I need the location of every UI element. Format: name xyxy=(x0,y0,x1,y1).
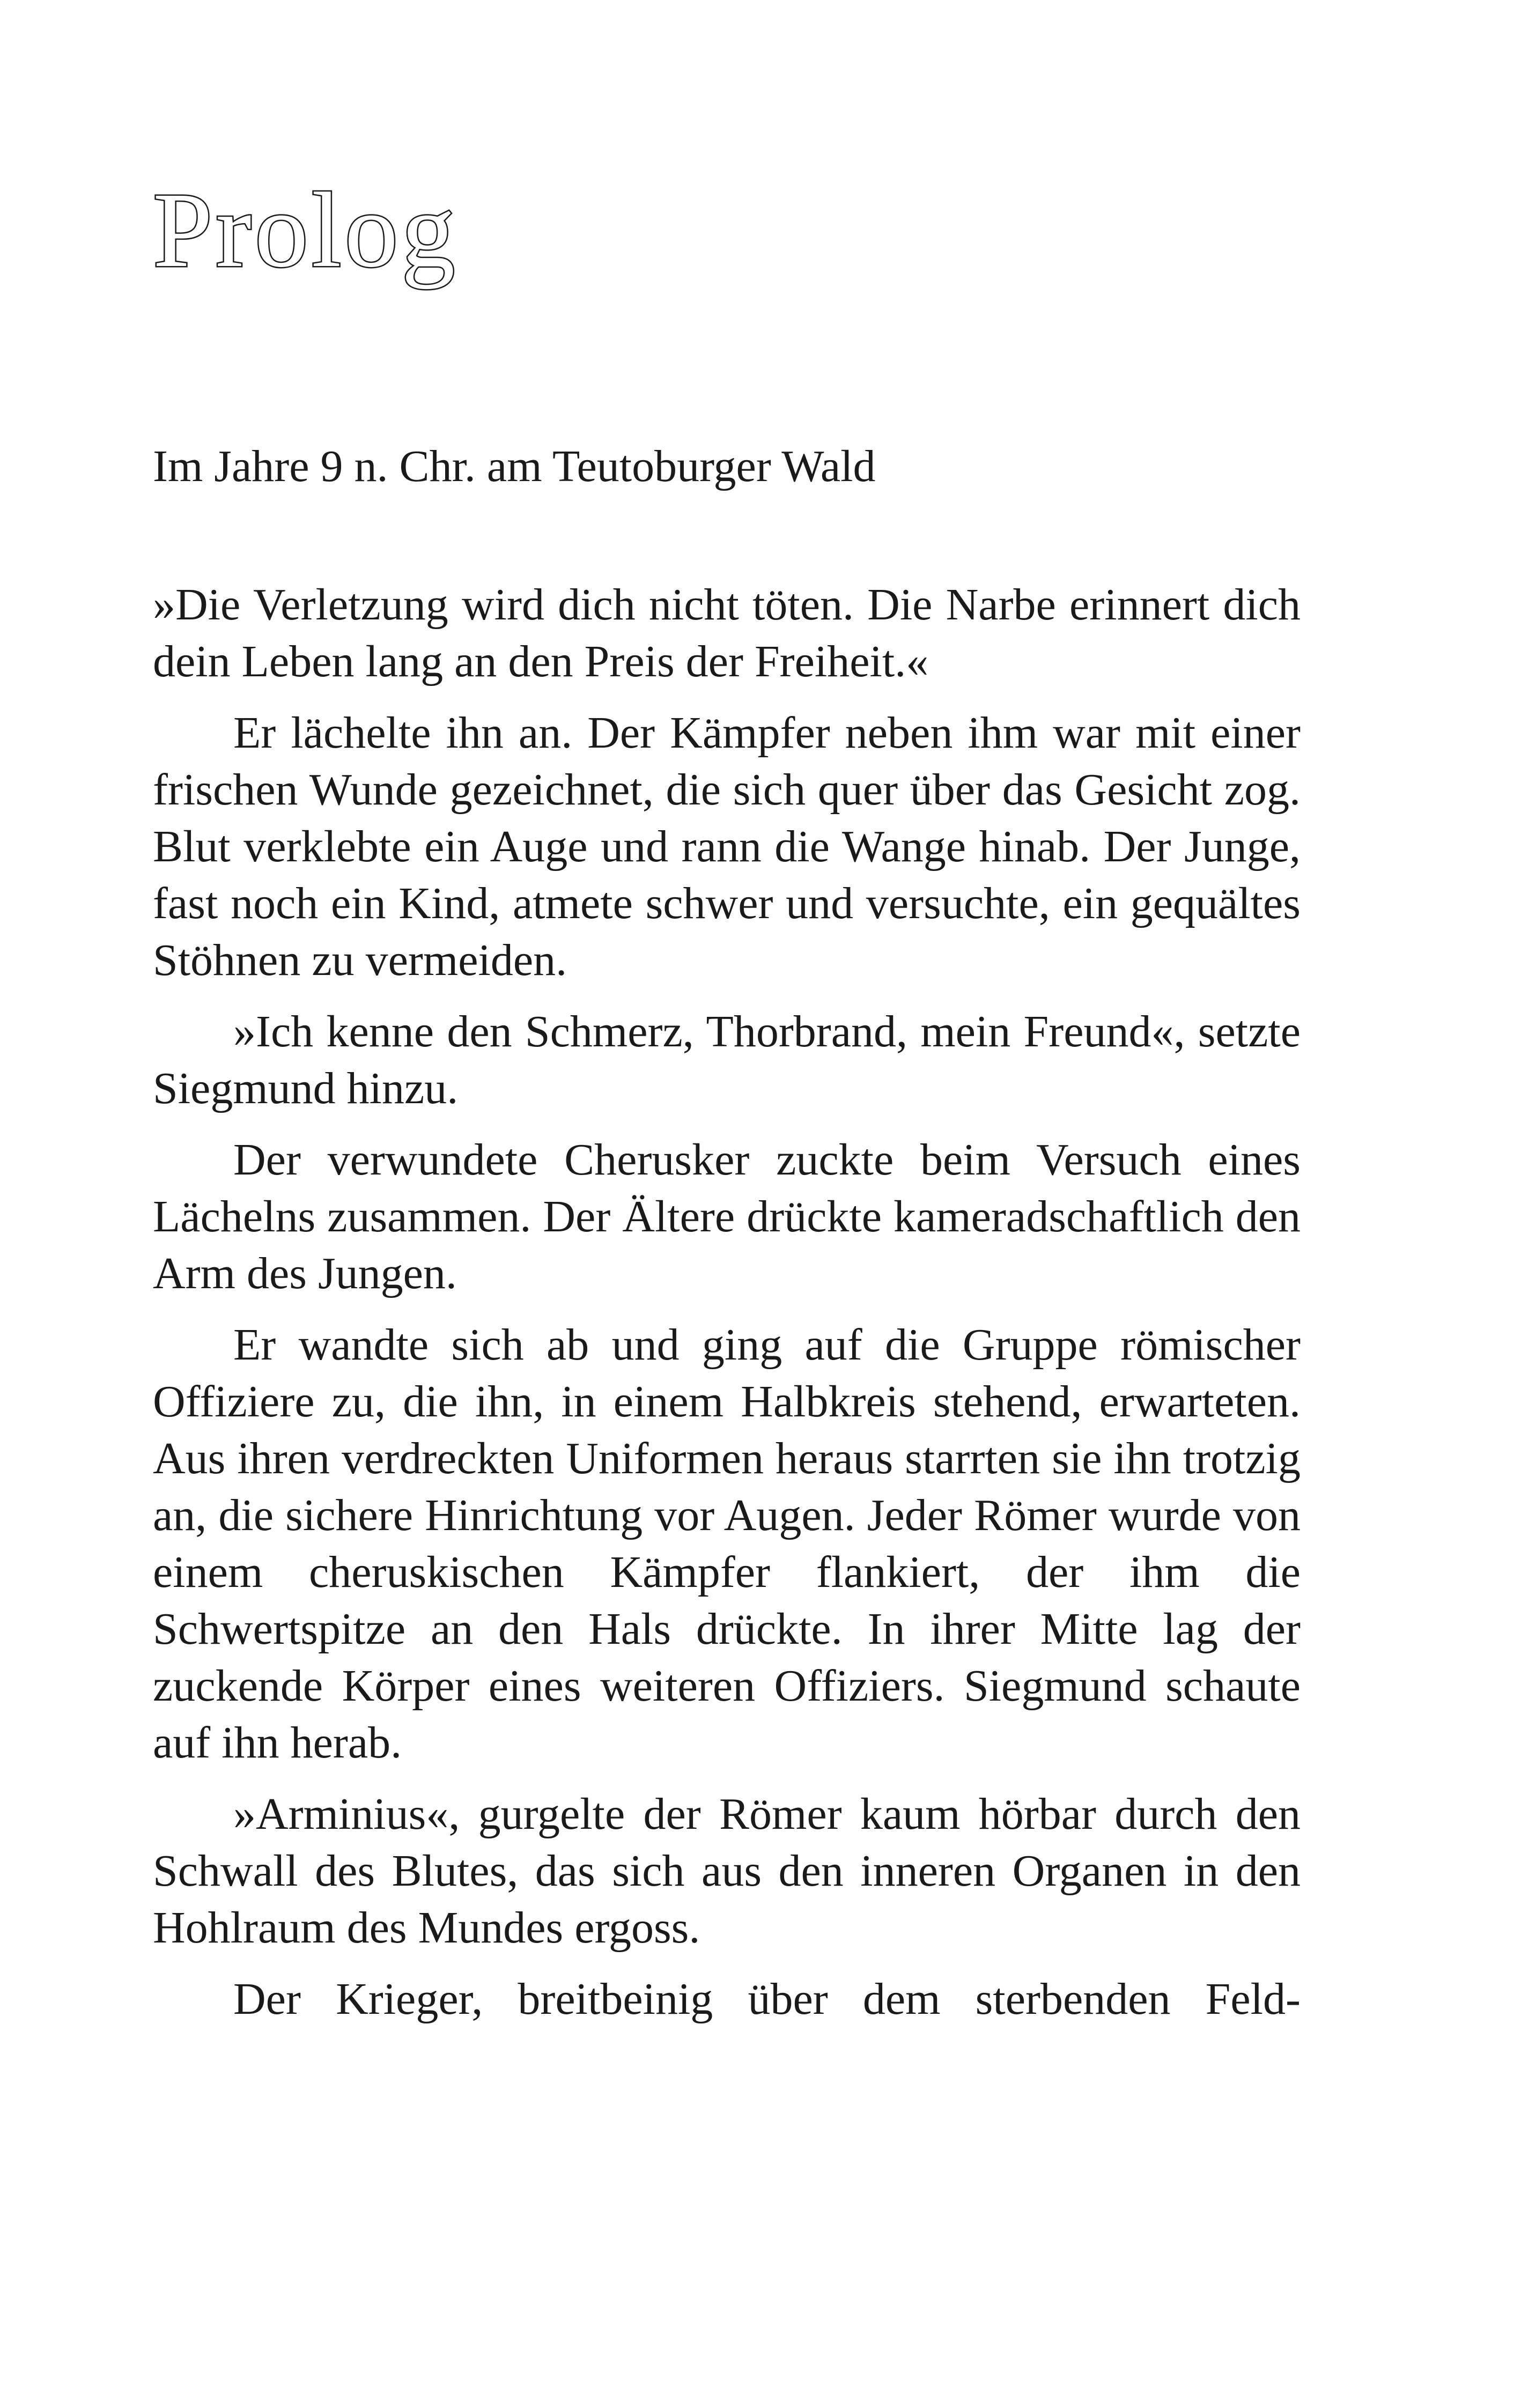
paragraph: Er lächelte ihn an. Der Kämpfer neben ihm war mit einer frischen Wunde gezeichnet, die sich quer über das Gesicht zog. Blut verklebte ein Auge und rann die Wange hinab. Der Junge, fast noch ein Kind, atmete schwer und versuchte, ein gequältes Stöhnen zu vermeiden. xyxy=(153,708,1301,985)
book-page xyxy=(153,0,1301,2408)
paragraph: »Ich kenne den Schmerz, Thorbrand, mein Freund«, setzte Siegmund hinzu. xyxy=(153,1007,1301,1113)
paragraph: »Arminius«, gurgelte der Römer kaum hörbar durch den Schwall des Blutes, das sich aus den inneren Organen in den Hohlraum des Mundes ergoss. xyxy=(153,1789,1301,1953)
paragraph: »Die Verletzung wird dich nicht töten. Die Narbe erinnert dich dein Leben lang an den Preis der Freiheit.« xyxy=(153,580,1301,686)
chapter-title: Prolog xyxy=(153,171,459,290)
paragraph: Der Krieger, breitbeinig über dem sterbenden Feld- xyxy=(233,1974,1301,2024)
paragraph: Er wandte sich ab und ging auf die Gruppe römischer Offiziere zu, die ihn, in einem Halbkreis stehend, erwarteten. Aus ihren verdreckten Uniformen heraus starrten sie ihn trotzig an, die sichere Hinrichtung vor Augen. Jeder Römer wurde von einem cheruskischen Kämpfer flankiert, der ihm die Schwertspitze an den Hals drückte. In ihrer Mitte lag der zuckende Körper eines weiteren Offiziers. Siegmund schaute auf ihn herab. xyxy=(153,1320,1301,1768)
chapter-subtitle: Im Jahre 9 n. Chr. am Teutoburger Wald xyxy=(153,441,876,491)
body-text xyxy=(153,577,1301,2042)
paragraph: Der verwundete Cherusker zuckte beim Versuch eines Lächelns zusammen. Der Ältere drückte kameradschaftlich den Arm des Jungen. xyxy=(153,1135,1301,1298)
